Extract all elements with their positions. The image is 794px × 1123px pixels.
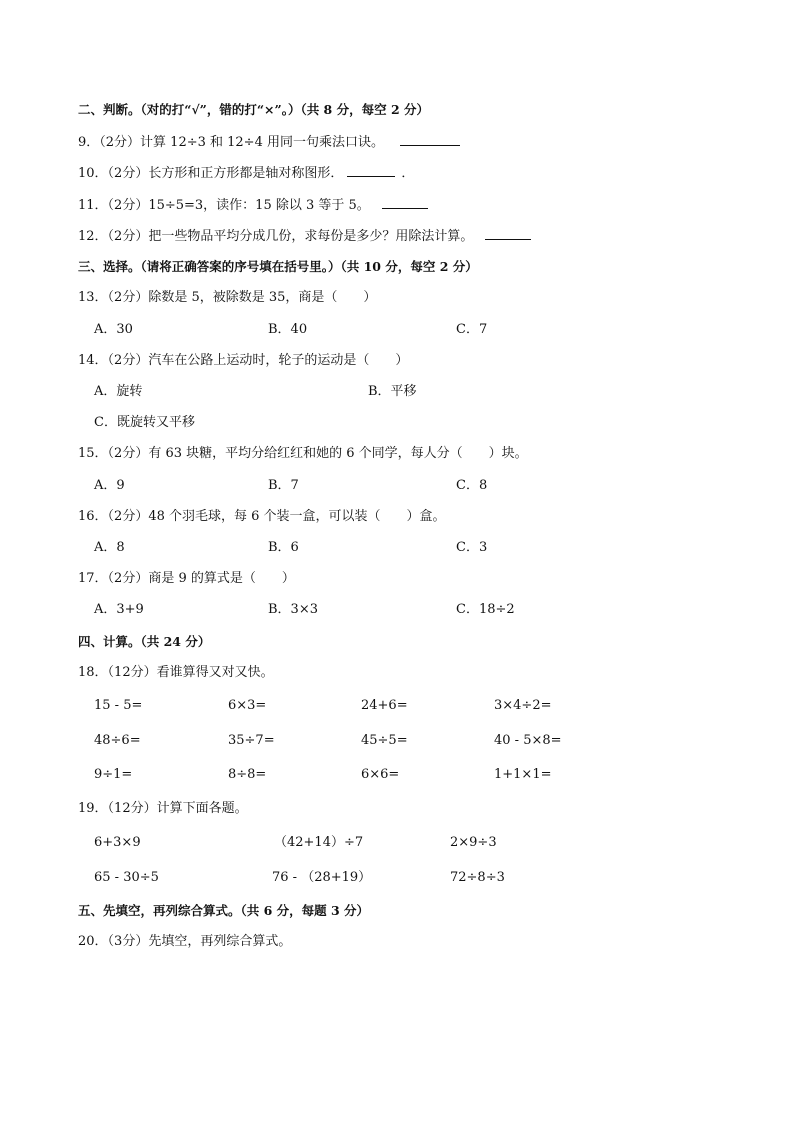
calc-18-r1c3: 24+6= bbox=[361, 698, 408, 713]
question-9-text: 9．（2分）计算 12÷3 和 12÷4 用同一句乘法口诀。 bbox=[78, 135, 384, 150]
calc-18-r2c2: 35÷7= bbox=[228, 733, 275, 748]
option-13-a[interactable]: A．30 bbox=[94, 322, 133, 337]
question-12-text: 12．（2分）把一些物品平均分成几份，求每份是多少？用除法计算。 bbox=[78, 229, 474, 244]
question-17: 17．（2分）商是 9 的算式是（ ） bbox=[78, 571, 295, 586]
question-10 bbox=[78, 164, 414, 183]
calc-18-r1c4: 3×4÷2= bbox=[494, 698, 552, 713]
calc-19-r1c3: 2×9÷3 bbox=[450, 835, 497, 850]
option-16-c[interactable]: C．3 bbox=[456, 540, 488, 555]
question-10-tail: ． bbox=[401, 166, 415, 181]
option-13-b[interactable]: B．40 bbox=[268, 322, 308, 337]
question-14: 14．（2分）汽车在公路上运动时，轮子的运动是（ ） bbox=[78, 353, 409, 368]
section-judge-title: 二、判断。（对的打“√”，错的打“×”。）（共 8 分，每空 2 分） bbox=[78, 102, 430, 117]
answer-blank-12[interactable] bbox=[485, 227, 531, 240]
calc-18-r3c1: 9÷1= bbox=[94, 767, 133, 782]
calc-18-r1c1: 15 - 5= bbox=[94, 698, 143, 713]
question-10-text: 10．（2分）长方形和正方形都是轴对称图形． bbox=[78, 166, 344, 181]
section-choice-title: 三、选择。（请将正确答案的序号填在括号里。）（共 10 分，每空 2 分） bbox=[78, 259, 478, 274]
question-18: 18．（12分）看谁算得又对又快。 bbox=[78, 665, 274, 680]
option-17-a[interactable]: A．3+9 bbox=[94, 602, 144, 617]
question-11-text: 11．（2分）15÷5=3，读作：15 除以 3 等于 5。 bbox=[78, 198, 370, 213]
calc-19-r1c1: 6+3×9 bbox=[94, 835, 141, 850]
section-fill-title: 五、先填空，再列综合算式。（共 6 分，每题 3 分） bbox=[78, 903, 370, 918]
calc-18-r1c2: 6×3= bbox=[228, 698, 267, 713]
option-14-a[interactable]: A．旋转 bbox=[94, 384, 143, 399]
calc-18-r3c2: 8÷8= bbox=[228, 767, 267, 782]
option-16-a[interactable]: A．8 bbox=[94, 540, 125, 555]
section-calc-title: 四、计算。（共 24 分） bbox=[78, 634, 211, 649]
option-15-a[interactable]: A．9 bbox=[94, 478, 125, 493]
calc-19-r1c2: （42+14）÷7 bbox=[274, 835, 364, 850]
calc-18-r2c3: 45÷5= bbox=[361, 733, 408, 748]
option-14-c[interactable]: C．既旋转又平移 bbox=[94, 415, 195, 430]
option-15-c[interactable]: C．8 bbox=[456, 478, 488, 493]
question-12 bbox=[78, 227, 531, 246]
option-13-c[interactable]: C．7 bbox=[456, 322, 488, 337]
option-16-b[interactable]: B．6 bbox=[268, 540, 299, 555]
question-16: 16．（2分）48 个羽毛球，每 6 个装一盒，可以装（ ）盒。 bbox=[78, 509, 446, 524]
question-9 bbox=[78, 133, 460, 152]
option-17-b[interactable]: B．3×3 bbox=[268, 602, 318, 617]
option-17-c[interactable]: C．18÷2 bbox=[456, 602, 515, 617]
question-13: 13．（2分）除数是 5，被除数是 35，商是（ ） bbox=[78, 290, 377, 305]
calc-19-r2c1: 65 - 30÷5 bbox=[94, 870, 159, 885]
question-20: 20．（3分）先填空，再列综合算式。 bbox=[78, 934, 292, 949]
answer-blank-9[interactable] bbox=[400, 133, 460, 146]
question-15: 15．（2分）有 63 块糖，平均分给红红和她的 6 个同学，每人分（ ）块。 bbox=[78, 446, 528, 461]
answer-blank-10[interactable] bbox=[347, 164, 395, 177]
question-11 bbox=[78, 196, 428, 215]
calc-18-r3c3: 6×6= bbox=[361, 767, 400, 782]
calc-19-r2c3: 72÷8÷3 bbox=[450, 870, 505, 885]
option-14-b[interactable]: B．平移 bbox=[368, 384, 417, 399]
option-15-b[interactable]: B．7 bbox=[268, 478, 299, 493]
calc-18-r3c4: 1+1×1= bbox=[494, 767, 552, 782]
question-19: 19．（12分）计算下面各题。 bbox=[78, 801, 248, 816]
calc-18-r2c1: 48÷6= bbox=[94, 733, 141, 748]
calc-18-r2c4: 40 - 5×8= bbox=[494, 733, 562, 748]
calc-19-r2c2: 76 - （28+19） bbox=[272, 870, 372, 885]
answer-blank-11[interactable] bbox=[382, 196, 428, 209]
